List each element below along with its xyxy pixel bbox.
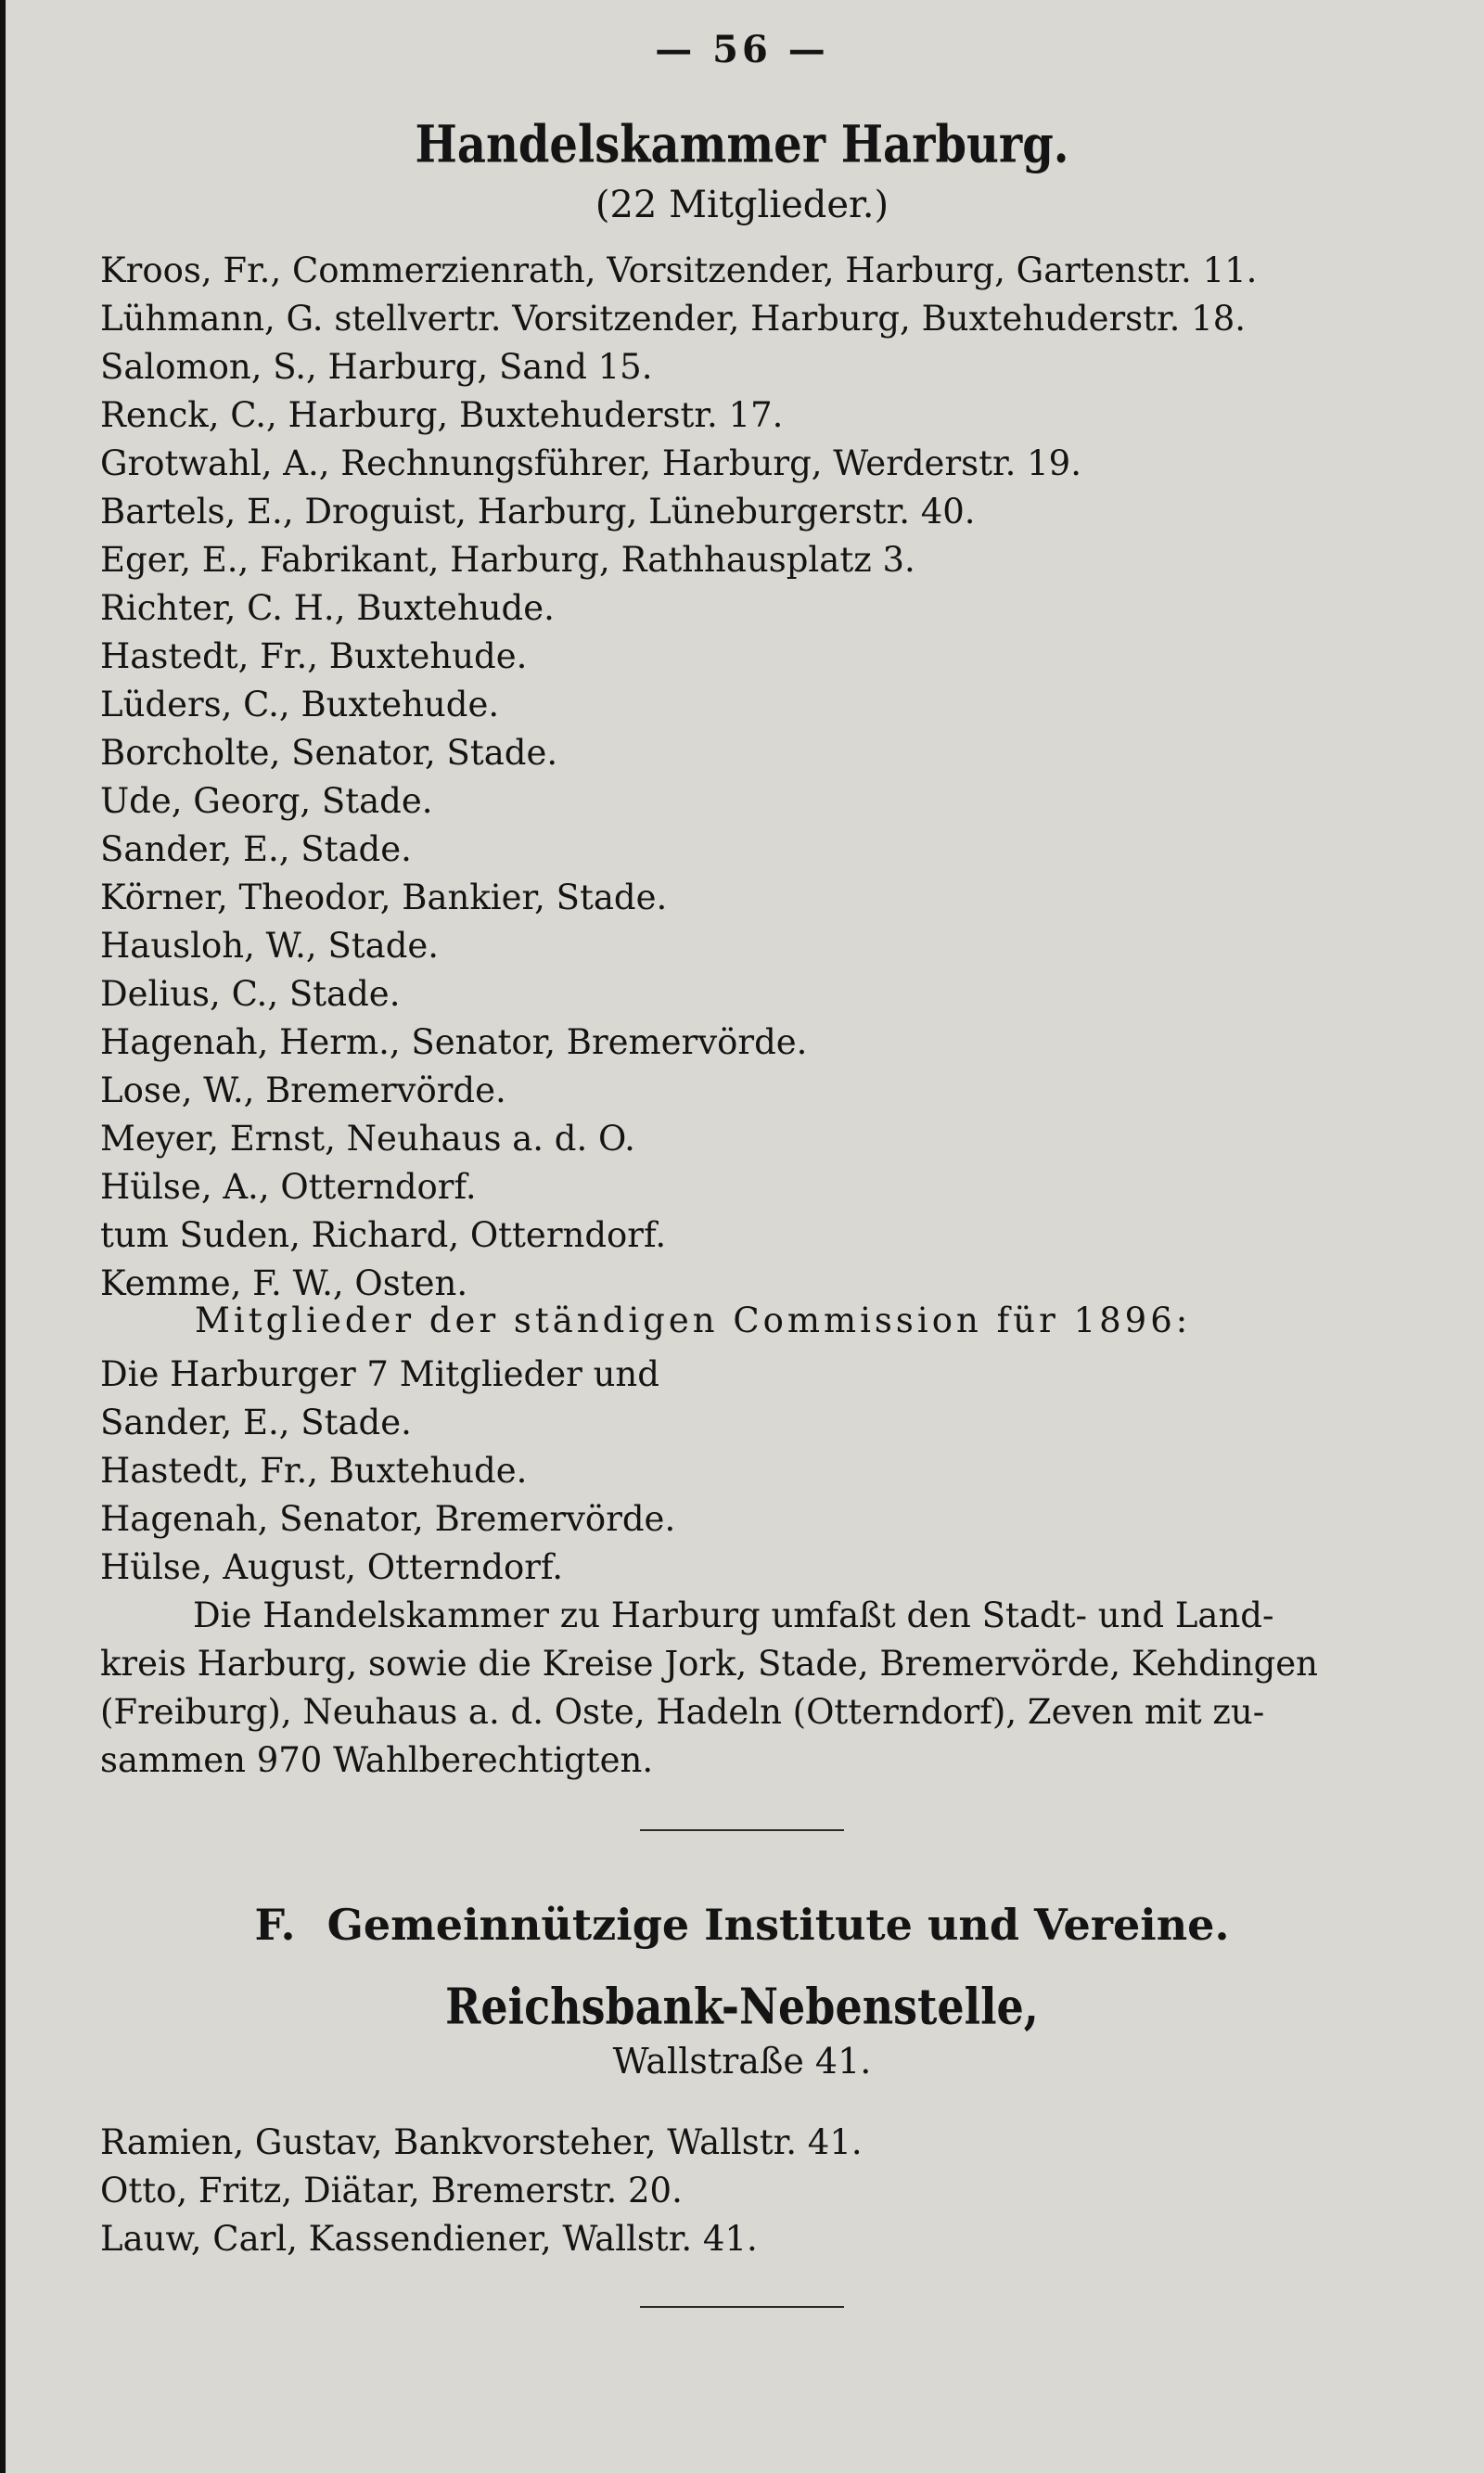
commission-heading: Mitglieder der ständigen Commission für 1896: (195, 1301, 1192, 1340)
list-item: Ude, Georg, Stade. (100, 781, 433, 821)
list-item: Delius, C., Stade. (100, 974, 401, 1014)
list-item: Grotwahl, A., Rechnungsführer, Harburg, Werderstr. 19. (100, 443, 1081, 483)
reichsbank-address: Wallstraße 41. (612, 2041, 872, 2082)
paragraph-line: Die Handelskammer zu Harburg umfaßt den Stadt- und Land- (193, 1595, 1274, 1635)
members-count: (22 Mitglieder.) (595, 184, 889, 226)
list-item: Salomon, S., Harburg, Sand 15. (100, 347, 653, 387)
list-item: Kroos, Fr., Commerzienrath, Vorsitzender, Harburg, Gartenstr. 11. (100, 250, 1258, 290)
list-item: Sander, E., Stade. (100, 1403, 412, 1442)
divider (640, 2306, 844, 2308)
list-item: Eger, E., Fabrikant, Harburg, Rathhausplatz 3. (100, 540, 915, 580)
section-title: Gemeinnützige Institute und Vereine. (326, 1900, 1230, 1950)
list-item: Hastedt, Fr., Buxtehude. (100, 1451, 528, 1491)
list-item: Renck, C., Harburg, Buxtehuderstr. 17. (100, 395, 784, 435)
paragraph-line: (Freiburg), Neuhaus a. d. Oste, Hadeln (Otterndorf), Zeven mit zu- (100, 1692, 1265, 1732)
district-paragraph (100, 1592, 1417, 1785)
paragraph-line: kreis Harburg, sowie die Kreise Jork, Stade, Bremervörde, Kehdingen (100, 1644, 1318, 1684)
list-item: Richter, C. H., Buxtehude. (100, 588, 555, 628)
list-item: Kemme, F. W., Osten. (100, 1263, 468, 1303)
list-item: Hülse, A., Otterndorf. (100, 1167, 477, 1207)
divider (640, 1829, 844, 1831)
list-item: Hastedt, Fr., Buxtehude. (100, 636, 528, 676)
paragraph-line: sammen 970 Wahlberechtigten. (100, 1740, 654, 1780)
reichsbank-staff-list (100, 2119, 1417, 2263)
list-item: Die Harburger 7 Mitglieder und (100, 1354, 659, 1394)
page-number: — 56 — (655, 28, 829, 71)
list-item: Ramien, Gustav, Bankvorsteher, Wallstr. 41. (100, 2122, 863, 2162)
list-item: Borcholte, Senator, Stade. (100, 733, 558, 773)
list-item: Körner, Theodor, Bankier, Stade. (100, 878, 668, 917)
section-letter: F. (254, 1900, 296, 1950)
section-title-handelskammer: Handelskammer Harburg. (415, 114, 1069, 175)
list-item: tum Suden, Richard, Otterndorf. (100, 1215, 667, 1255)
list-item: Sander, E., Stade. (100, 829, 412, 869)
list-item: Lüders, C., Buxtehude. (100, 685, 500, 724)
list-item: Hülse, August, Otterndorf. (100, 1547, 564, 1587)
section-heading-f (0, 1900, 1484, 1950)
list-item: Lose, W., Bremervörde. (100, 1070, 506, 1110)
list-item: Hagenah, Senator, Bremervörde. (100, 1499, 676, 1539)
list-item: Meyer, Ernst, Neuhaus a. d. O. (100, 1119, 635, 1159)
list-item: Otto, Fritz, Diätar, Bremerstr. 20. (100, 2171, 683, 2210)
reichsbank-title: Reichsbank-Nebenstelle, (445, 1977, 1039, 2036)
list-item: Lühmann, G. stellvertr. Vorsitzender, Harburg, Buxtehuderstr. 18. (100, 299, 1247, 339)
list-item: Bartels, E., Droguist, Harburg, Lüneburgerstr. 40. (100, 492, 976, 532)
list-item: Lauw, Carl, Kassendiener, Wallstr. 41. (100, 2219, 758, 2259)
list-item: Hausloh, W., Stade. (100, 926, 440, 966)
list-item: Hagenah, Herm., Senator, Bremervörde. (100, 1022, 808, 1062)
commission-list (100, 1351, 1417, 1592)
member-list (100, 247, 1417, 1308)
